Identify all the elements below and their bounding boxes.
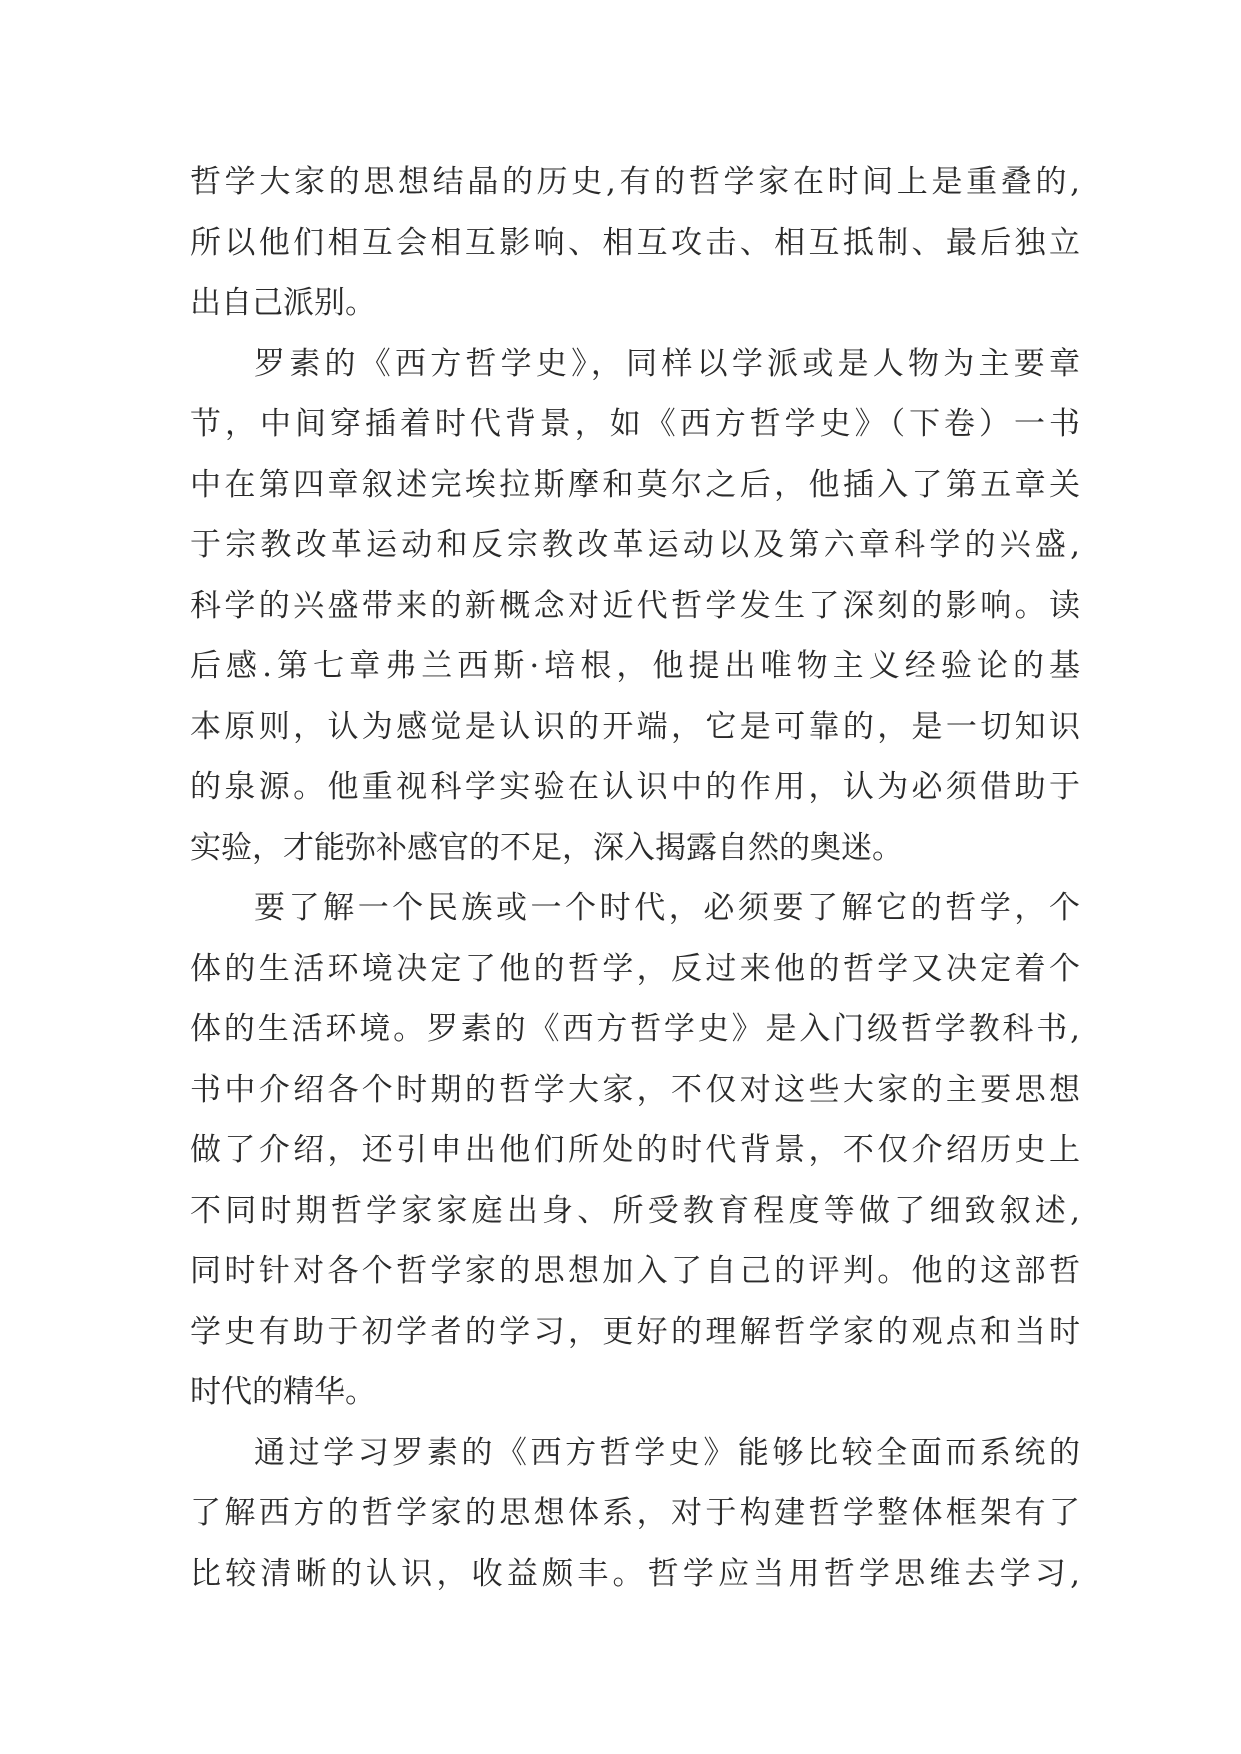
text-line: 本原则，认为感觉是认识的开端，它是可靠的，是一切知识 (190, 708, 1080, 745)
text-line: 通过学习罗素的《西方哲学史》能够比较全面而系统的 (254, 1434, 1080, 1471)
text-line: 体的生活环境。罗素的《西方哲学史》是入门级哲学教科书, (190, 1011, 1080, 1047)
text-line: 于宗教改革运动和反宗教改革运动以及第六章科学的兴盛, (190, 527, 1080, 563)
paragraph-1 (190, 152, 1080, 334)
text-line: 中在第四章叙述完埃拉斯摩和莫尔之后，他插入了第五章关 (190, 466, 1080, 503)
text-line: 所以他们相互会相互影响、相互攻击、相互抵制、最后独立 (190, 224, 1080, 261)
text-line: 时代的精华。 (190, 1374, 376, 1410)
text-line: 比较清晰的认识，收益颇丰。哲学应当用哲学思维去学习, (190, 1555, 1080, 1592)
text-line: 做了介绍，还引申出他们所处的时代背景，不仅介绍历史上 (190, 1132, 1080, 1168)
text-line: 实验，才能弥补感官的不足，深入揭露自然的奥迷。 (190, 829, 903, 866)
text-line: 科学的兴盛带来的新概念对近代哲学发生了深刻的影响。读 (190, 587, 1080, 624)
text-line: 学史有助于初学者的学习，更好的理解哲学家的观点和当时 (190, 1313, 1080, 1350)
text-line: 要了解一个民族或一个时代，必须要了解它的哲学，个 (254, 890, 1080, 926)
document-body (190, 152, 1080, 1604)
text-line: 节，中间穿插着时代背景，如《西方哲学史》（下卷）一书 (190, 406, 1080, 442)
text-line: 出自己派别。 (190, 285, 376, 321)
paragraph-3 (190, 878, 1080, 1423)
text-line: 体的生活环境决定了他的哲学，反过来他的哲学又决定着个 (190, 950, 1080, 987)
text-line: 不同时期哲学家家庭出身、所受教育程度等做了细致叙述, (190, 1192, 1080, 1229)
text-line: 后感.第七章弗兰西斯·培根，他提出唯物主义经验论的基 (190, 648, 1080, 684)
paragraph-4 (190, 1423, 1080, 1605)
text-line: 哲学大家的思想结晶的历史,有的哲学家在时间上是重叠的, (190, 164, 1080, 200)
text-line: 同时针对各个哲学家的思想加入了自己的评判。他的这部哲 (190, 1253, 1080, 1289)
text-line: 罗素的《西方哲学史》，同样以学派或是人物为主要章 (254, 345, 1080, 382)
text-line: 了解西方的哲学家的思想体系，对于构建哲学整体框架有了 (190, 1495, 1080, 1531)
text-line: 书中介绍各个时期的哲学大家，不仅对这些大家的主要思想 (190, 1071, 1080, 1108)
text-line: 的泉源。他重视科学实验在认识中的作用，认为必须借助于 (190, 769, 1080, 805)
paragraph-2 (190, 334, 1080, 879)
